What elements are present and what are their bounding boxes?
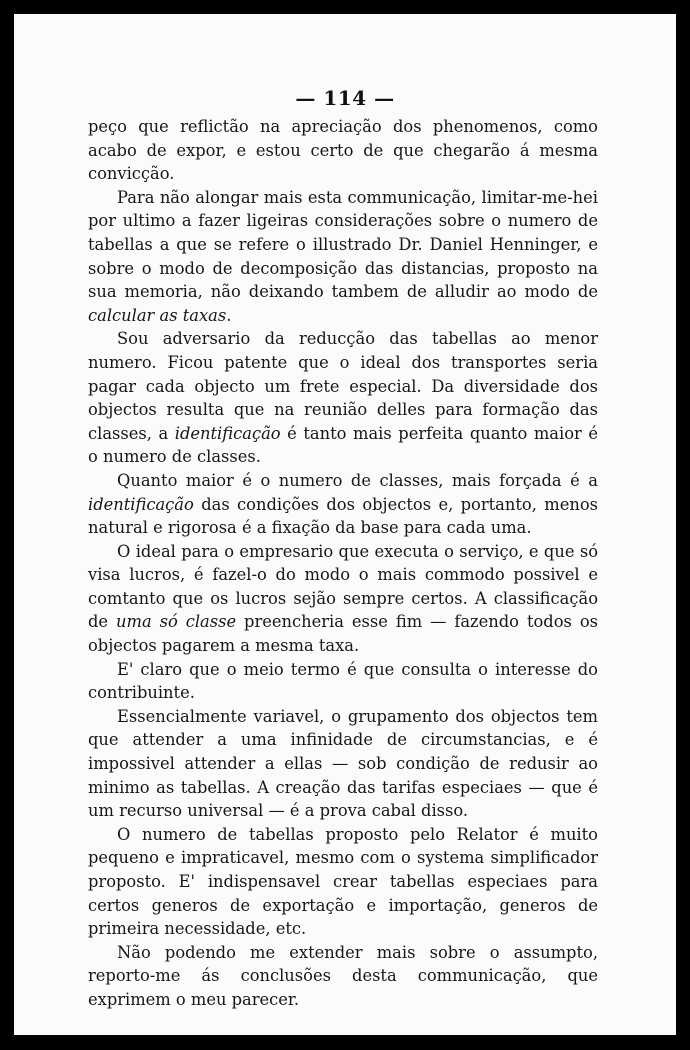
text-run: Sou adversario da reducção das tabellas ao menor numero. Ficou patente que o ideal dos transportes seria pagar cada objecto um frete especial. Da diversidade dos objectos resulta que na reunião delles para formação das classes, a xyxy=(88,329,598,443)
text-run: Para não alongar mais esta communicação, limitar-me-hei por ultimo a fazer ligeiras considerações sobre o numero de tabellas a que se refere o illustrado Dr. Daniel Henninger, e sobre o modo de decomposição das distancias, proposto na sua memoria, não deixando tambem de alludir ao modo de xyxy=(88,187,598,302)
text-run: O ideal para o empresario que executa o serviço, e que só visa lucros, é fazel-o do modo o mais commodo possivel e comtanto que os lucros sejão sempre certos. A classificação de xyxy=(88,541,598,632)
text-run: peço que reflictão na apreciação dos phenomenos, como acabo de expor, e estou certo de que chegarão á mesma convicção. xyxy=(88,117,598,184)
paragraph-1 xyxy=(88,115,598,186)
paragraph-9 xyxy=(88,941,598,1012)
text-run: preencheria esse fim — fazendo todos os objectos pagarem a mesma taxa. xyxy=(88,612,598,656)
paragraph-4 xyxy=(88,469,598,540)
text-run: O numero de tabellas proposto pelo Relator é muito pequeno e impraticavel, mesmo com o systema simplificador proposto. E' indispensavel crear tabellas especiaes para certos generos de exportação e importação, generos de primeira necessidade, etc. xyxy=(88,824,598,939)
italic-phrase: identificação xyxy=(174,423,281,443)
text-run: Quanto maior é o numero de classes, mais forçada é a xyxy=(117,470,598,490)
paragraph-7 xyxy=(88,705,598,823)
body-text xyxy=(88,115,598,1012)
text-run: das condições dos objectos e, portanto, menos natural e rigorosa é a fixação da base para cada uma. xyxy=(88,494,598,538)
text-run: E' claro que o meio termo é que consulta o interesse do contribuinte. xyxy=(88,659,598,703)
italic-phrase: uma só classe xyxy=(116,612,237,632)
paragraph-2 xyxy=(88,186,598,328)
italic-phrase: calcular as taxas xyxy=(88,305,227,325)
italic-phrase: identificação xyxy=(88,494,194,514)
text-run: Não podendo me extender mais sobre o assumpto, reporto-me ás conclusões desta communicação, que exprimem o meu parecer. xyxy=(88,942,598,1009)
text-run: é tanto mais perfeita quanto maior é o numero de classes. xyxy=(88,423,598,467)
paragraph-6 xyxy=(88,658,598,705)
page-number: — 114 — xyxy=(295,86,395,110)
book-page xyxy=(14,14,676,1035)
paragraph-3 xyxy=(88,327,598,469)
text-run: Essencialmente variavel, o grupamento dos objectos tem que attender a uma infinidade de circumstancias, e é impossivel attender a ellas — sob condição de redusir ao minimo as tabellas. A creação das tarifas especiaes — que é um recurso universal — é a prova cabal disso. xyxy=(88,706,598,821)
paragraph-8 xyxy=(88,823,598,941)
text-run: . xyxy=(226,305,232,325)
paragraph-5 xyxy=(88,540,598,658)
